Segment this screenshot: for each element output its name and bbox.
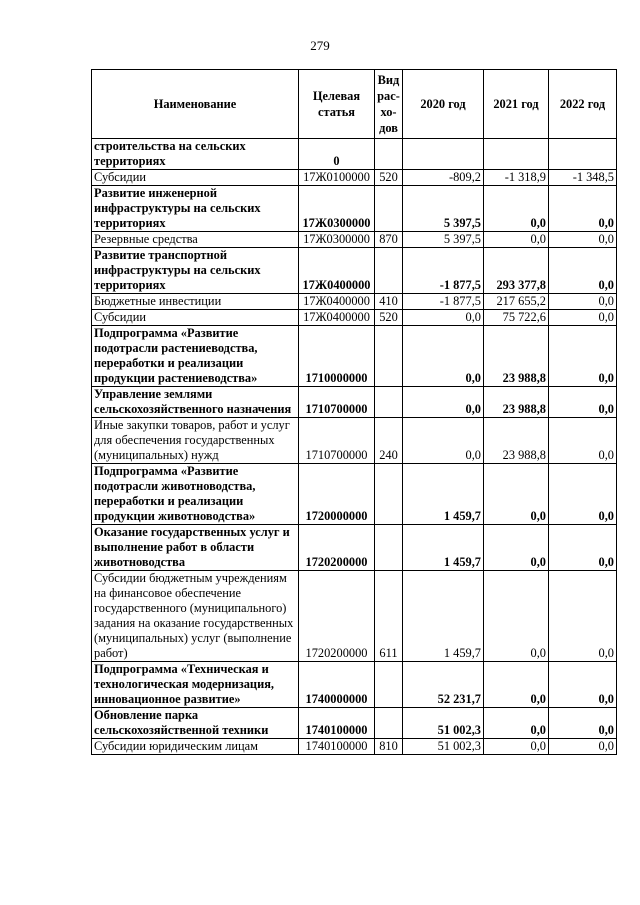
cell-2020: 51 002,3 xyxy=(403,708,484,739)
cell-name: Подпрограмма «Развитие подотрасли растениеводства, переработки и реализации продукции растениеводства» xyxy=(92,326,299,387)
cell-name: Управление землями сельскохозяйственного назначения xyxy=(92,387,299,418)
cell-expense-type: 410 xyxy=(375,294,403,310)
cell-expense-type xyxy=(375,186,403,232)
table-row xyxy=(92,310,617,326)
cell-name: Развитие инженерной инфраструктуры на сельских территориях xyxy=(92,186,299,232)
cell-name: Обновление парка сельскохозяйственной техники xyxy=(92,708,299,739)
cell-2022 xyxy=(549,139,617,170)
table-row xyxy=(92,294,617,310)
cell-2021: 217 655,2 xyxy=(484,294,549,310)
header-name: Наименование xyxy=(92,70,299,139)
cell-2020 xyxy=(403,139,484,170)
table-row xyxy=(92,248,617,294)
cell-name: Подпрограмма «Техническая и технологическая модернизация, инновационное развитие» xyxy=(92,662,299,708)
cell-2020: -1 877,5 xyxy=(403,248,484,294)
table-row xyxy=(92,708,617,739)
cell-2022: 0,0 xyxy=(549,326,617,387)
cell-2021: 0,0 xyxy=(484,186,549,232)
cell-expense-type: 870 xyxy=(375,232,403,248)
cell-code: 1710000000 xyxy=(299,326,375,387)
cell-name: Подпрограмма «Развитие подотрасли животноводства, переработки и реализации продукции животноводства» xyxy=(92,464,299,525)
cell-2022: 0,0 xyxy=(549,571,617,662)
cell-2020: 1 459,7 xyxy=(403,525,484,571)
cell-2022: 0,0 xyxy=(549,708,617,739)
cell-code: 1740000000 xyxy=(299,662,375,708)
table-row xyxy=(92,139,617,170)
table-row xyxy=(92,387,617,418)
cell-expense-type xyxy=(375,464,403,525)
cell-2021: 0,0 xyxy=(484,662,549,708)
cell-code: 17Ж0100000 xyxy=(299,170,375,186)
cell-name: Субсидии юридическим лицам xyxy=(92,739,299,755)
cell-2021: 0,0 xyxy=(484,232,549,248)
cell-name: Субсидии бюджетным учреждениям на финансовое обеспечение государственного (муниципального) задания на оказание государственных (муниципальных) услуг (выполнение работ) xyxy=(92,571,299,662)
cell-code: 17Ж0300000 xyxy=(299,232,375,248)
cell-code: 1740100000 xyxy=(299,708,375,739)
cell-2022: 0,0 xyxy=(549,662,617,708)
cell-expense-type xyxy=(375,708,403,739)
cell-2020: -1 877,5 xyxy=(403,294,484,310)
cell-2022: 0,0 xyxy=(549,525,617,571)
cell-2020: 0,0 xyxy=(403,387,484,418)
cell-2020: 52 231,7 xyxy=(403,662,484,708)
cell-2022: 0,0 xyxy=(549,232,617,248)
cell-2020: 0,0 xyxy=(403,418,484,464)
budget-table xyxy=(91,69,617,755)
cell-2022: 0,0 xyxy=(549,294,617,310)
cell-expense-type xyxy=(375,525,403,571)
cell-expense-type xyxy=(375,662,403,708)
cell-name: Оказание государственных услуг и выполнение работ в области животноводства xyxy=(92,525,299,571)
cell-code: 0 xyxy=(299,139,375,170)
cell-code: 17Ж0400000 xyxy=(299,310,375,326)
cell-2020: 5 397,5 xyxy=(403,186,484,232)
table-row xyxy=(92,739,617,755)
cell-2020: 0,0 xyxy=(403,310,484,326)
table-row xyxy=(92,464,617,525)
cell-2022: 0,0 xyxy=(549,387,617,418)
cell-2021: 75 722,6 xyxy=(484,310,549,326)
cell-name: Иные закупки товаров, работ и услуг для обеспечения государственных (муниципальных) нужд xyxy=(92,418,299,464)
cell-2022: 0,0 xyxy=(549,418,617,464)
cell-2021: 23 988,8 xyxy=(484,326,549,387)
cell-code: 17Ж0400000 xyxy=(299,248,375,294)
page-number: 279 xyxy=(310,38,330,53)
cell-code: 1740100000 xyxy=(299,739,375,755)
cell-expense-type: 240 xyxy=(375,418,403,464)
cell-code: 1710700000 xyxy=(299,418,375,464)
cell-name: Бюджетные инвестиции xyxy=(92,294,299,310)
cell-expense-type: 520 xyxy=(375,170,403,186)
cell-2021: 0,0 xyxy=(484,525,549,571)
cell-name: строительства на сельских территориях xyxy=(92,139,299,170)
cell-2020: 51 002,3 xyxy=(403,739,484,755)
cell-2021: -1 318,9 xyxy=(484,170,549,186)
cell-expense-type xyxy=(375,326,403,387)
cell-2021: 23 988,8 xyxy=(484,418,549,464)
table-row xyxy=(92,170,617,186)
cell-expense-type xyxy=(375,139,403,170)
cell-code: 1720200000 xyxy=(299,571,375,662)
cell-2021: 0,0 xyxy=(484,571,549,662)
cell-2022: 0,0 xyxy=(549,186,617,232)
header-2020: 2020 год xyxy=(403,70,484,139)
table-row xyxy=(92,662,617,708)
cell-2022: 0,0 xyxy=(549,464,617,525)
table-row xyxy=(92,418,617,464)
table-row xyxy=(92,186,617,232)
cell-2021: 293 377,8 xyxy=(484,248,549,294)
cell-expense-type: 611 xyxy=(375,571,403,662)
cell-expense-type xyxy=(375,248,403,294)
table-body xyxy=(92,139,617,755)
cell-code: 17Ж0300000 xyxy=(299,186,375,232)
cell-2020: -809,2 xyxy=(403,170,484,186)
cell-2020: 1 459,7 xyxy=(403,464,484,525)
cell-code: 1720200000 xyxy=(299,525,375,571)
cell-code: 17Ж0400000 xyxy=(299,294,375,310)
cell-2021: 0,0 xyxy=(484,708,549,739)
header-2022: 2022 год xyxy=(549,70,617,139)
cell-2022: 0,0 xyxy=(549,739,617,755)
cell-expense-type: 520 xyxy=(375,310,403,326)
table-row xyxy=(92,326,617,387)
cell-name: Резервные средства xyxy=(92,232,299,248)
cell-name: Развитие транспортной инфраструктуры на сельских территориях xyxy=(92,248,299,294)
cell-2022: 0,0 xyxy=(549,248,617,294)
cell-name: Субсидии xyxy=(92,310,299,326)
header-type: Вид рас-хо-дов xyxy=(375,70,403,139)
cell-2021: 23 988,8 xyxy=(484,387,549,418)
cell-expense-type: 810 xyxy=(375,739,403,755)
table-row xyxy=(92,571,617,662)
table-row xyxy=(92,232,617,248)
cell-2021: 0,0 xyxy=(484,739,549,755)
header-2021: 2021 год xyxy=(484,70,549,139)
header-code: Целевая статья xyxy=(299,70,375,139)
cell-2020: 5 397,5 xyxy=(403,232,484,248)
cell-code: 1710700000 xyxy=(299,387,375,418)
table-row xyxy=(92,525,617,571)
cell-2021: 0,0 xyxy=(484,464,549,525)
cell-2021 xyxy=(484,139,549,170)
cell-code: 1720000000 xyxy=(299,464,375,525)
cell-2022: -1 348,5 xyxy=(549,170,617,186)
cell-2020: 0,0 xyxy=(403,326,484,387)
cell-name: Субсидии xyxy=(92,170,299,186)
table-header-row xyxy=(92,70,617,139)
cell-2022: 0,0 xyxy=(549,310,617,326)
cell-expense-type xyxy=(375,387,403,418)
cell-2020: 1 459,7 xyxy=(403,571,484,662)
